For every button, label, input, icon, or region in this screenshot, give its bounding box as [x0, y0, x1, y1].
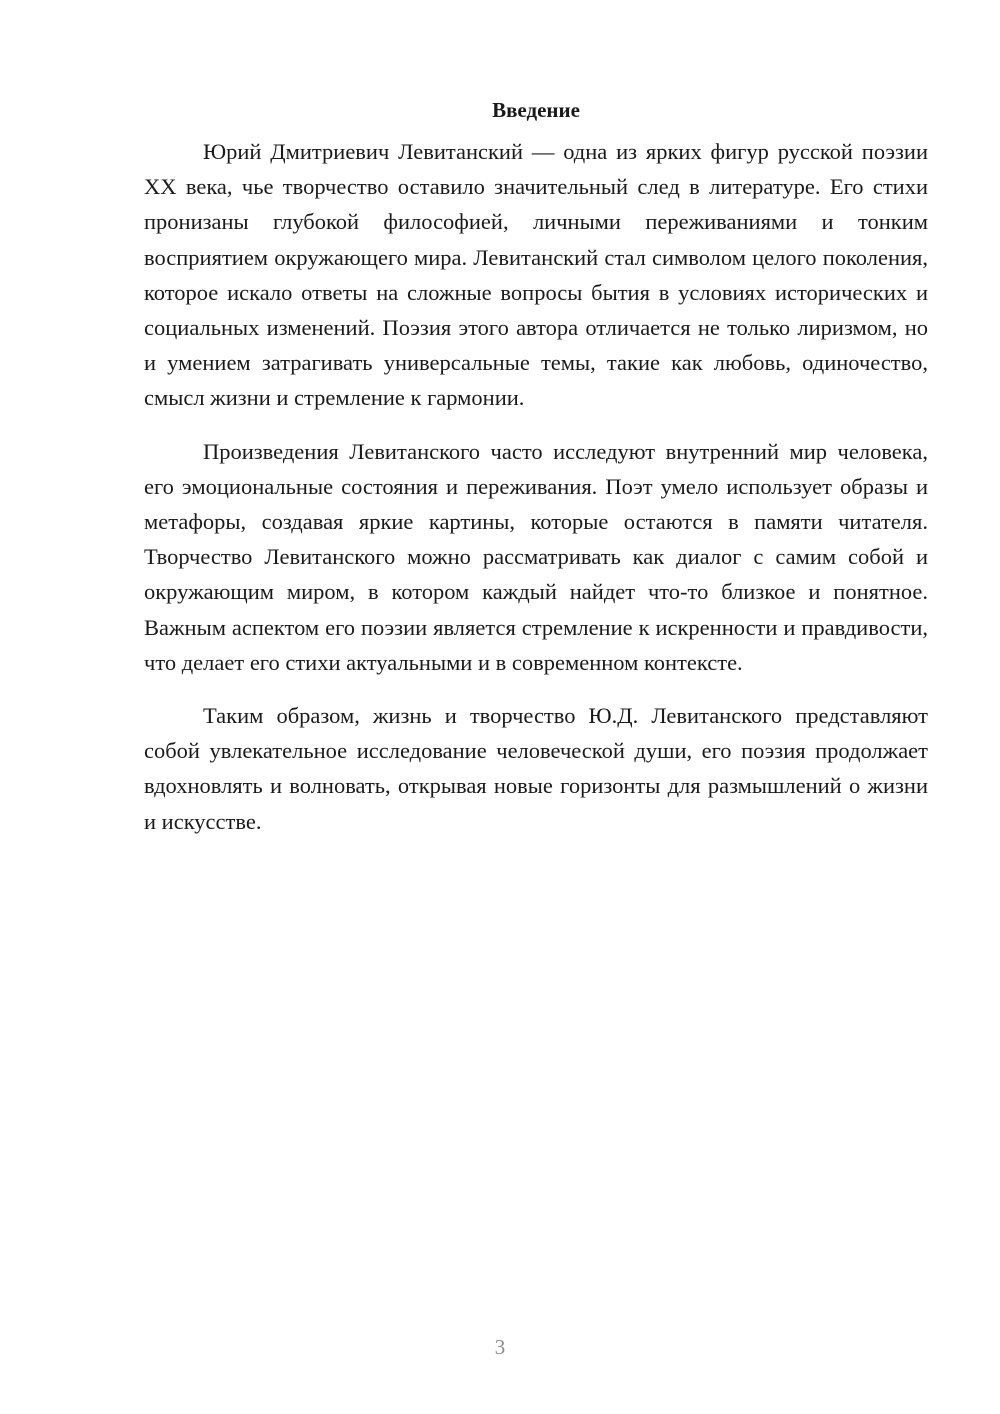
- paragraph-3: Таким образом, жизнь и творчество Ю.Д. Левитанского представляют собой увлекательное исследование человеческой души, его поэзия продолжает вдохновлять и волновать, открывая новые горизонты для размышлений о жизни и искусстве.: [144, 703, 928, 834]
- paragraph-1: Юрий Дмитриевич Левитанский — одна из ярких фигур русской поэзии XX века, чье творчество оставило значительный след в литературе. Его стихи пронизаны глубокой философией, личными переживаниями и тонким восприятием окружающего мира. Левитанский стал символом целого поколения, которое искало ответы на сложные вопросы бытия в условиях исторических и социальных изменений. Поэзия этого автора отличается не только лиризмом, но и умением затрагивать универсальные темы, такие как любовь, одиночество, смысл жизни и стремление к гармонии.: [144, 139, 928, 411]
- section-heading: Введение: [492, 98, 580, 122]
- page-number: 3: [494, 1335, 506, 1359]
- paragraph-2: Произведения Левитанского часто исследуют внутренний мир человека, его эмоциональные состояния и переживания. Поэт умело использует образы и метафоры, создавая яркие картины, которые остаются в памяти читателя. Творчество Левитанского можно рассматривать как диалог с самим собой и окружающим миром, в котором каждый найдет что-то близкое и понятное. Важным аспектом его поэзии является стремление к искренности и правдивости, что делает его стихи актуальными и в современном контексте.: [144, 438, 928, 675]
- page-content: [144, 92, 928, 857]
